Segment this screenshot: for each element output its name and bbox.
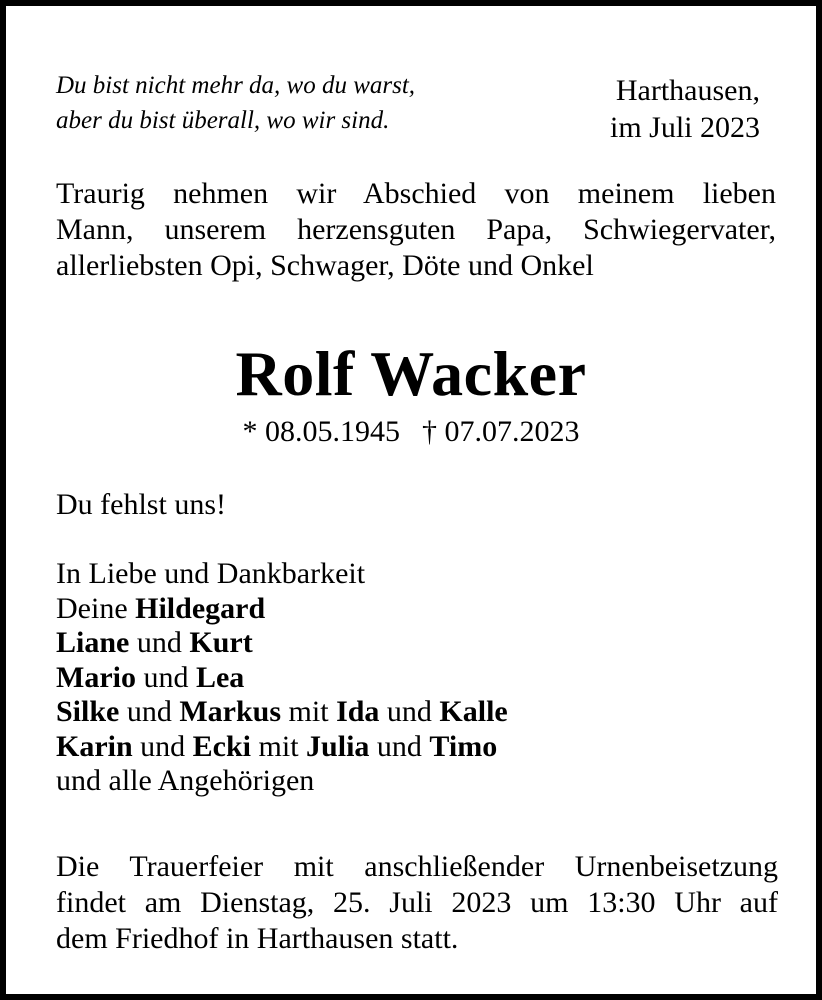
- intro-line-3: allerliebsten Opi, Schwager, Döte und Onkel: [56, 249, 594, 282]
- mourner-name: Silke: [56, 695, 120, 728]
- funeral-details: [56, 849, 778, 957]
- mourner-name: Kalle: [439, 695, 508, 728]
- mourner-name: Timo: [429, 729, 498, 763]
- funeral-line-3: dem Friedhof in Harthausen statt.: [56, 922, 459, 955]
- signature-line-silke-markus: Silke und Markus mit Ida und Kalle: [56, 695, 508, 728]
- life-dates: [6, 414, 816, 450]
- place-city: Harthausen,: [615, 74, 760, 107]
- mourner-name: Kurt: [189, 626, 253, 659]
- funeral-line-1: Die Trauerfeier mit anschließender Urnenbeisetzung: [56, 850, 778, 883]
- memorial-quote: [56, 68, 415, 138]
- missing-text: Du fehlst uns!: [56, 488, 226, 521]
- signature-closing: und alle Angehörigen: [56, 764, 315, 797]
- signature-line-mario-lea: Mario und Lea: [56, 660, 245, 694]
- mourner-name: Lea: [195, 660, 245, 694]
- mourner-name: Julia: [306, 729, 370, 763]
- intro-line-1: Traurig nehmen wir Abschied von meinem lieben: [56, 177, 776, 210]
- funeral-line-2: findet am Dienstag, 25. Juli 2023 um 13:30 Uhr auf: [56, 886, 778, 919]
- mourner-name: Ida: [336, 695, 380, 728]
- death-date: † 07.07.2023: [422, 415, 580, 448]
- quote-line-1: Du bist nicht mehr da, wo du warst,: [56, 72, 416, 99]
- mourner-name: Ecki: [192, 729, 252, 763]
- mourner-name: Karin: [56, 729, 133, 763]
- mourner-name: Liane: [56, 626, 130, 659]
- signature-opening: In Liebe und Dankbarkeit: [56, 557, 366, 590]
- signature-block: [56, 557, 508, 799]
- place-date: im Juli 2023: [609, 111, 760, 144]
- mourner-name: Markus: [179, 695, 282, 728]
- signature-line-hildegard: Deine Hildegard: [56, 591, 266, 625]
- place-and-date: [610, 72, 760, 146]
- signature-line-karin-ecki: Karin und Ecki mit Julia und Timo: [56, 729, 498, 763]
- mourner-name: Mario: [56, 660, 136, 694]
- intro-paragraph: [56, 176, 776, 284]
- quote-line-2: aber du bist überall, wo wir sind.: [56, 107, 390, 134]
- signature-line-liane-kurt: Liane und Kurt: [56, 626, 253, 659]
- mourner-name: Hildegard: [135, 591, 266, 625]
- intro-line-2: Mann, unserem herzensguten Papa, Schwiegervater,: [56, 213, 776, 246]
- deceased-name: Rolf Wacker: [235, 338, 587, 409]
- birth-date: * 08.05.1945: [242, 415, 400, 448]
